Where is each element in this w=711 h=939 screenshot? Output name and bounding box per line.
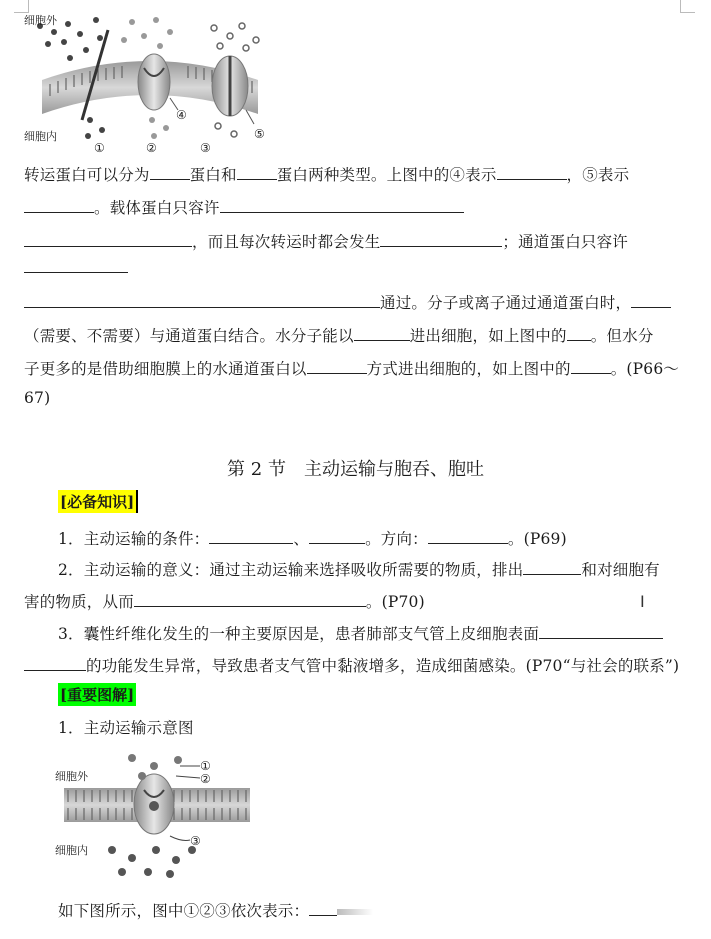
para1-line-3 bbox=[24, 230, 628, 252]
blank bbox=[150, 165, 190, 180]
blank bbox=[307, 359, 367, 374]
text-cursor-icon: I bbox=[640, 592, 645, 611]
text: 2．主动运输的意义：通过主动运输来选择吸收所需要的物质，排出 bbox=[58, 561, 524, 579]
para1-line-8 bbox=[24, 389, 50, 407]
blank bbox=[571, 359, 611, 374]
text: 子更多的是借助细胞膜上的水通道蛋白以 bbox=[24, 360, 307, 378]
text: 。但水分 bbox=[590, 327, 654, 345]
blank bbox=[24, 656, 86, 671]
text: 67) bbox=[24, 389, 51, 407]
tag-required-knowledge: [必备知识] bbox=[58, 490, 138, 513]
text: 害的物质，从而 bbox=[24, 593, 134, 611]
membrane-figure-1 bbox=[20, 2, 280, 154]
text: 。载体蛋白只容许 bbox=[94, 199, 220, 217]
text: 。(P66～ bbox=[610, 360, 680, 378]
blank bbox=[567, 326, 591, 341]
fig1-label-2: ② bbox=[146, 141, 157, 154]
item-1 bbox=[58, 527, 567, 549]
text: 蛋白和 bbox=[189, 166, 237, 184]
text: 和对细胞有 bbox=[581, 561, 660, 579]
text: 转运蛋白可以分为 bbox=[24, 166, 150, 184]
para1-line-7 bbox=[24, 357, 679, 379]
text: 进出细胞，如上图中的 bbox=[409, 327, 567, 345]
text: 。(P70) bbox=[365, 593, 425, 611]
page-corner-mark-right bbox=[680, 0, 695, 13]
blank bbox=[523, 560, 581, 575]
fig1-label-3: ③ bbox=[200, 141, 211, 154]
text: 通过。分子或离子通过通道蛋白时， bbox=[380, 294, 632, 312]
blank bbox=[539, 624, 663, 639]
fig1-label-4: ④ bbox=[176, 108, 187, 122]
para1-line-4 bbox=[24, 258, 128, 277]
blank bbox=[24, 258, 128, 273]
diagram-title: 1．主动运输示意图 bbox=[58, 719, 194, 737]
fig1-inside-label: 细胞内 bbox=[24, 130, 57, 143]
blank bbox=[24, 232, 192, 247]
text: 。方向： bbox=[365, 530, 428, 548]
text: 如下图所示，图中①②③依次表示： bbox=[58, 902, 310, 920]
text: 3．囊性纤维化发生的一种主要原因是，患者肺部支气管上皮细胞表面 bbox=[58, 625, 540, 643]
blank bbox=[428, 529, 508, 544]
fig2-label-3: ③ bbox=[190, 834, 201, 848]
tag-important-diagram: [重要图解] bbox=[58, 683, 136, 706]
blank bbox=[24, 293, 380, 308]
blank bbox=[497, 165, 567, 180]
blurred-fade bbox=[337, 909, 373, 915]
fig1-outside-label: 细胞外 bbox=[24, 14, 57, 27]
blank bbox=[631, 293, 671, 308]
text: 方式进出细胞的，如上图中的 bbox=[366, 360, 571, 378]
text: ，而且每次转运时都会发生 bbox=[192, 233, 381, 251]
para1-line-5 bbox=[24, 291, 671, 313]
text: 的功能发生异常，导致患者支气管中黏液增多，造成细菌感染。(P70“与社会的联系”) bbox=[86, 657, 680, 675]
blank bbox=[309, 529, 365, 544]
blank bbox=[134, 592, 366, 607]
text: 、 bbox=[293, 530, 310, 548]
text: 。(P69) bbox=[507, 530, 567, 548]
text: （需要、不需要）与通道蛋白结合。水分子能以 bbox=[24, 327, 354, 345]
fig1-label-5: ⑤ bbox=[254, 127, 265, 141]
fig2-label-1: ① bbox=[200, 759, 211, 773]
text: 1．主动运输的条件： bbox=[58, 530, 210, 548]
blank bbox=[354, 326, 410, 341]
blank bbox=[380, 232, 502, 247]
item-3-cont bbox=[24, 654, 679, 676]
text: ；通道蛋白只容许 bbox=[502, 233, 629, 251]
last-line bbox=[58, 899, 373, 921]
section-title: 第 2 节 主动运输与胞吞、胞吐 bbox=[227, 459, 484, 480]
active-transport-figure bbox=[52, 746, 262, 882]
para1-line-1 bbox=[24, 163, 629, 185]
item-2 bbox=[58, 558, 660, 580]
blank bbox=[24, 198, 94, 213]
item-3 bbox=[58, 622, 663, 644]
fig2-inside-label: 细胞内 bbox=[55, 844, 88, 857]
blank bbox=[309, 901, 337, 916]
blank bbox=[237, 165, 277, 180]
text: ，⑤表示 bbox=[566, 166, 630, 184]
item-2-cont bbox=[24, 590, 425, 612]
para1-line-6 bbox=[24, 324, 654, 346]
fig2-label-2: ② bbox=[200, 772, 211, 786]
fig2-outside-label: 细胞外 bbox=[55, 770, 88, 783]
text: 蛋白两种类型。上图中的④表示 bbox=[276, 166, 497, 184]
blank bbox=[209, 529, 293, 544]
fig1-label-1: ① bbox=[94, 141, 105, 154]
blank bbox=[220, 198, 464, 213]
para1-line-2 bbox=[24, 196, 464, 218]
